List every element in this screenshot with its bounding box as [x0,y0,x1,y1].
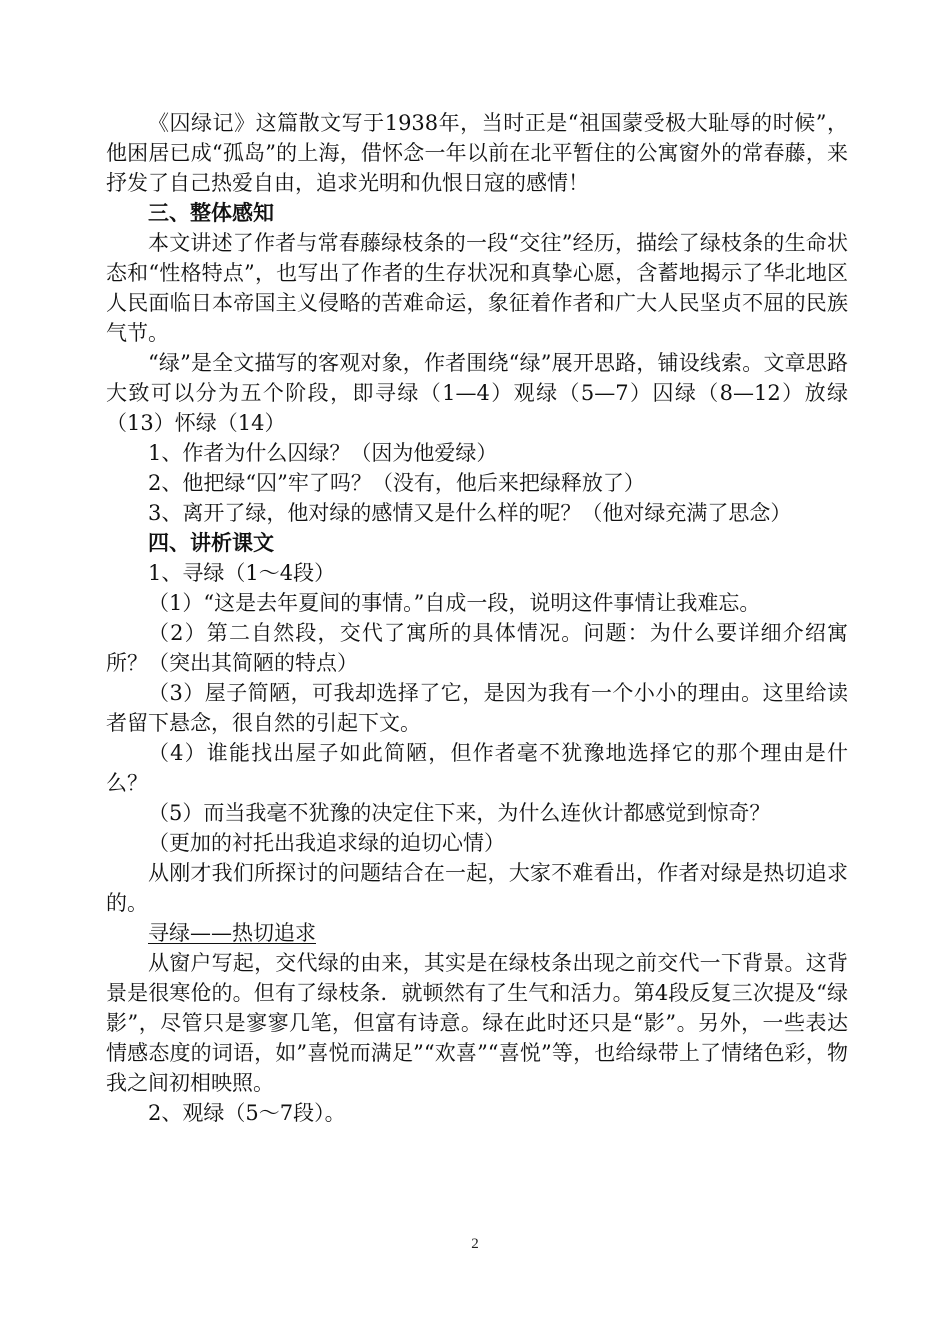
intro-paragraph: 《囚绿记》这篇散文写于1938年，当时正是“祖国蒙受极大耻辱的时候”，他困居已成“孤岛”的上海，借怀念一年以前在北平暂住的公寓窗外的常春藤，来抒发了自己热爱自由，追求光明和仇恨日寇的感情！ [106,111,848,195]
summary-paragraph: 从刚才我们所探讨的问题结合在一起，大家不难看出，作者对绿是热切追求的。 [106,861,848,915]
point-4: （4）谁能找出屋子如此简陋，但作者毫不犹豫地选择它的那个理由是什么？ [106,741,848,795]
point-5-answer: （更加的衬托出我追求绿的迫切心情） [148,831,505,855]
question-2: 2、他把绿“囚”牢了吗？（没有，他后来把绿释放了） [148,471,645,495]
part-1-title: 1、寻绿（1～4段） [148,561,336,585]
page-number: 2 [471,1236,479,1252]
point-2: （2）第二自然段，交代了寓所的具体情况。问题：为什么要详细介绍寓所？（突出其简陋的特点） [106,621,848,675]
structure-paragraph: “绿”是全文描写的客观对象，作者围绕“绿”展开思路，铺设线索。文章思路大致可以分为五个阶段，即寻绿（1—4）观绿（5—7）囚绿（8—12）放绿（13）怀绿（14） [106,351,848,435]
section-heading-overview: 三、整体感知 [148,201,274,225]
overview-paragraph: 本文讲述了作者与常春藤绿枝条的一段“交往”经历，描绘了绿枝条的生命状态和“性格特点”，也写出了作者的生存状况和真挚心愿，含蓄地揭示了华北地区人民面临日本帝国主义侵略的苦难命运，象征着作者和广大人民坚贞不屈的民族气节。 [106,231,848,345]
question-3: 3、离开了绿，他对绿的感情又是什么样的呢？（他对绿充满了思念） [148,501,792,525]
point-3: （3）屋子简陋，可我却选择了它，是因为我有一个小小的理由。这里给读者留下悬念，很自然的引起下文。 [106,681,848,735]
point-5: （5）而当我毫不犹豫的决定住下来，为什么连伙计都感觉到惊奇？ [148,801,771,825]
underlined-title [106,918,848,948]
underlined-title-text: 寻绿——热切追求 [148,921,316,945]
analysis-paragraph: 从窗户写起，交代绿的由来，其实是在绿枝条出现之前交代一下背景。这背景是很寒伧的。但有了绿枝条．就顿然有了生气和活力。第4段反复三次提及“绿影”，尽管只是寥寥几笔，但富有诗意。绿在此时还只是“影”。另外，一些表达情感态度的词语，如”喜悦而满足”“欢喜”“喜悦”等，也给绿带上了情绪色彩，物我之间初相映照。 [106,951,848,1095]
question-1: 1、作者为什么囚绿？（因为他爱绿） [148,441,498,465]
document-body [106,108,848,1128]
point-1: （1）“这是去年夏间的事情。”自成一段，说明这件事情让我难忘。 [148,591,761,615]
part-2-title: 2、观绿（5～7段）。 [148,1101,346,1125]
section-heading-analysis: 四、讲析课文 [148,531,274,555]
